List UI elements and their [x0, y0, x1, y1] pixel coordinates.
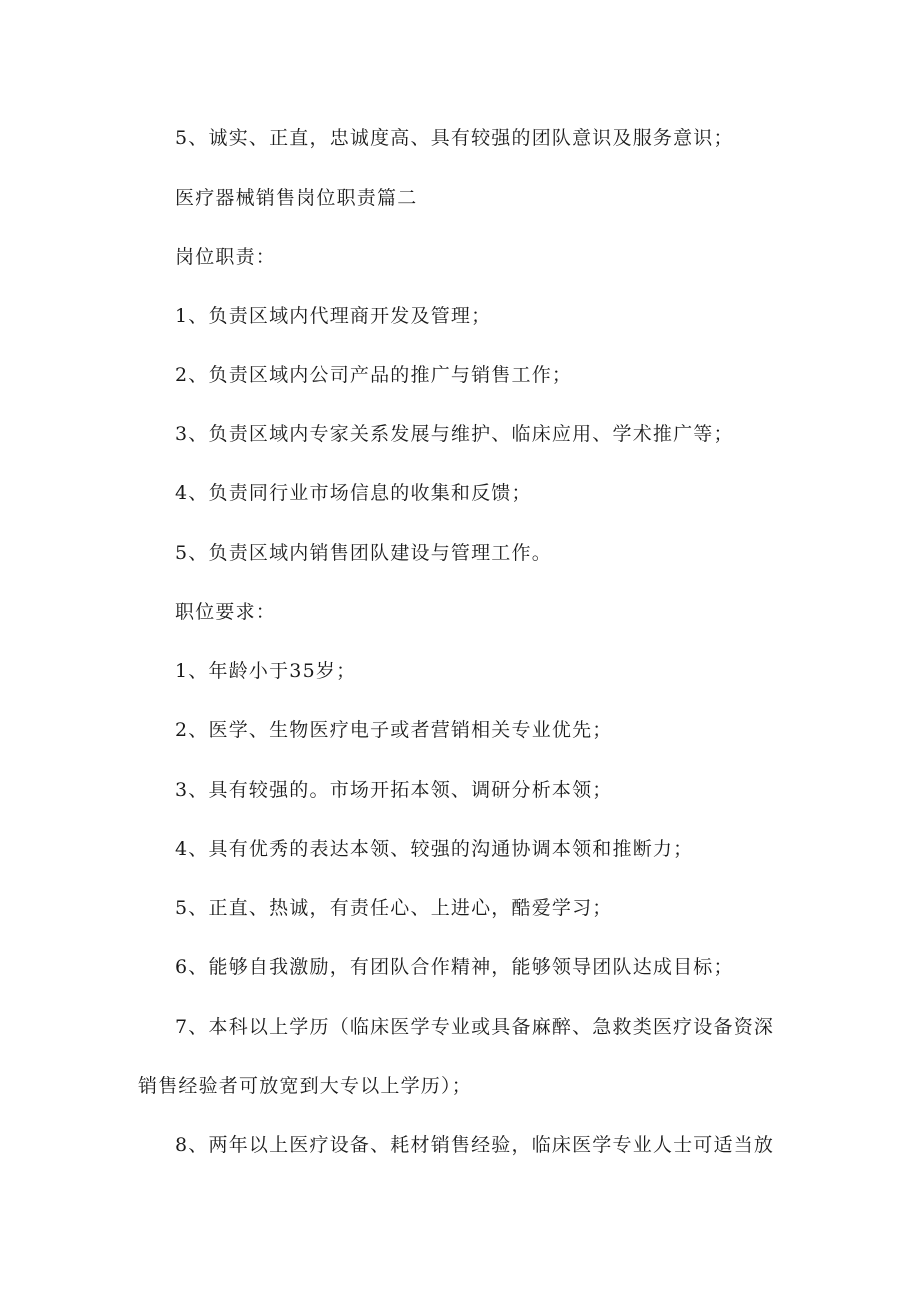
paragraph-line: 6、能够自我激励，有团队合作精神，能够领导团队达成目标； — [175, 956, 734, 978]
paragraph-line: 5、负责区域内销售团队建设与管理工作。 — [175, 542, 552, 564]
subsection-heading: 岗位职责： — [175, 246, 277, 268]
paragraph-line: 5、诚实、正直，忠诚度高、具有较强的团队意识及服务意识； — [175, 127, 734, 149]
paragraph-line: 3、负责区域内专家关系发展与维护、临床应用、学术推广等； — [175, 423, 734, 445]
paragraph-line: 5、正直、热诚，有责任心、上进心，酷爱学习； — [175, 897, 613, 919]
paragraph-line: 8、两年以上医疗设备、耗材销售经验，临床医学专业人士可适当放 — [175, 1134, 775, 1156]
paragraph-line: 1、年龄小于35岁； — [175, 660, 357, 682]
section-heading: 医疗器械销售岗位职责篇二 — [175, 187, 418, 209]
subsection-heading: 职位要求： — [175, 601, 277, 623]
paragraph-line: 2、医学、生物医疗电子或者营销相关专业优先； — [175, 719, 613, 741]
paragraph-line: 4、具有优秀的表达本领、较强的沟通协调本领和推断力； — [175, 838, 694, 860]
paragraph-line: 7、本科以上学历（临床医学专业或具备麻醉、急救类医疗设备资深 — [175, 1016, 775, 1038]
paragraph-line: 1、负责区域内代理商开发及管理； — [175, 305, 492, 327]
paragraph-line: 4、负责同行业市场信息的收集和反馈； — [175, 482, 532, 504]
paragraph-line: 2、负责区域内公司产品的推广与销售工作； — [175, 364, 573, 386]
paragraph-line: 3、具有较强的。市场开拓本领、调研分析本领； — [175, 779, 613, 801]
paragraph-line-continuation: 销售经验者可放宽到大专以上学历）； — [138, 1075, 472, 1097]
